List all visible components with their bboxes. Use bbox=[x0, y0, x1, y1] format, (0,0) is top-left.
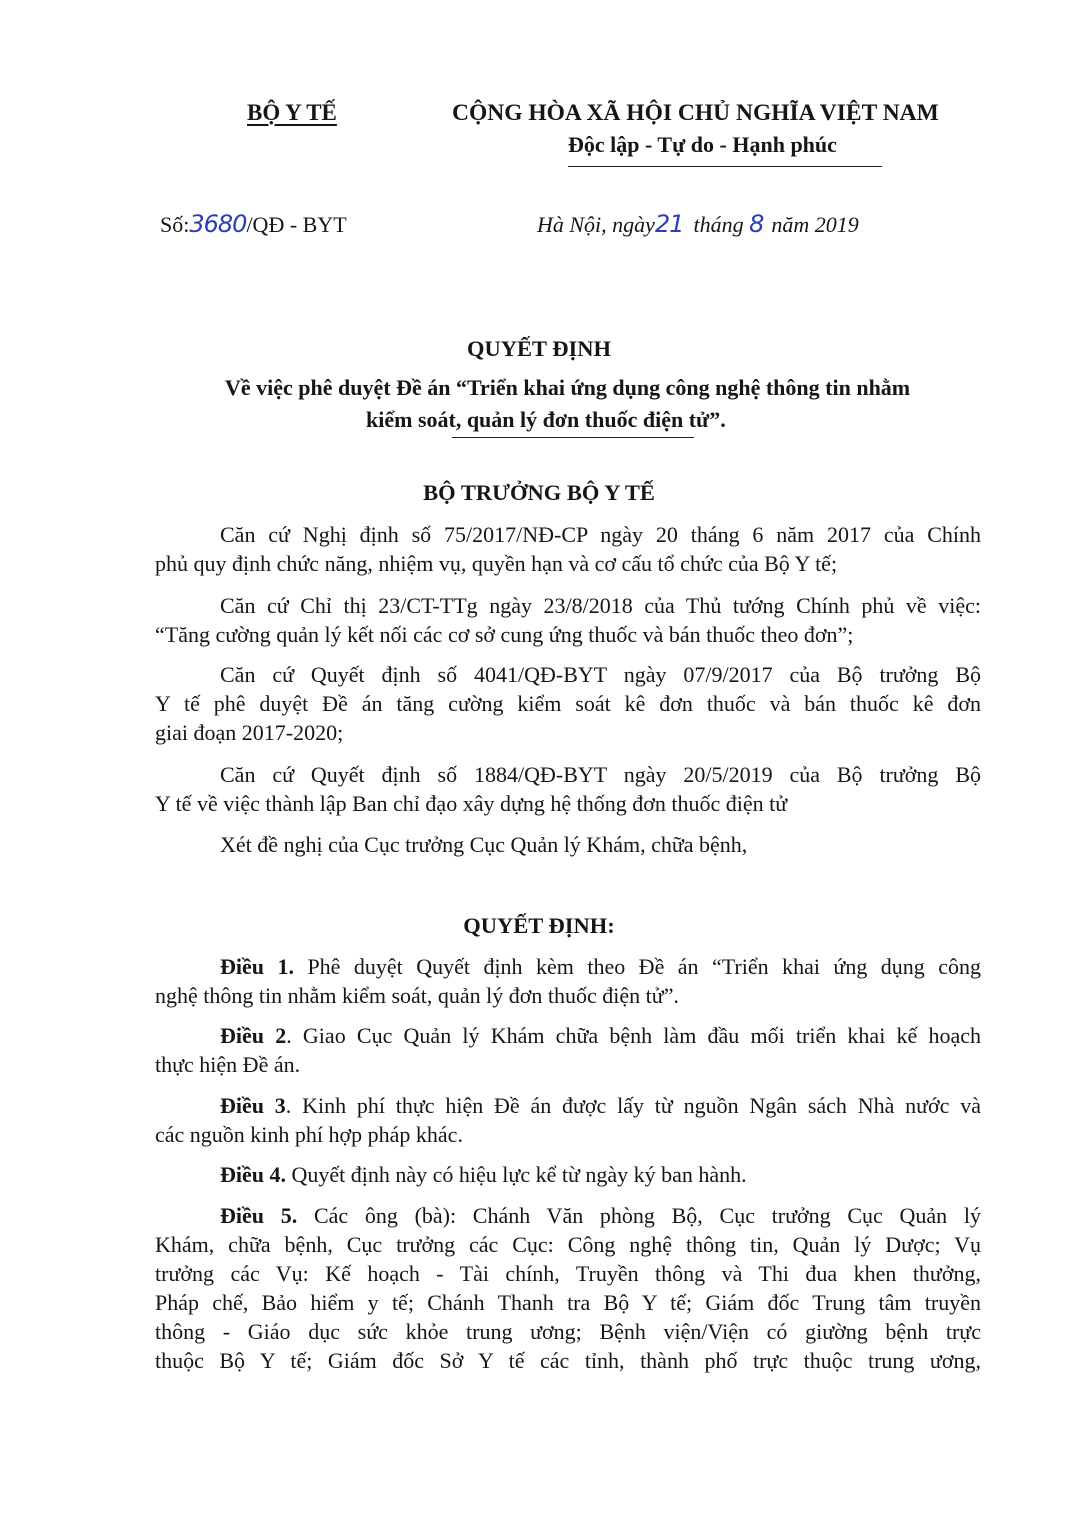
motto-underline bbox=[568, 166, 882, 167]
preamble-4-line-2: Y tế về việc thành lập Ban chỉ đạo xây dựng hệ thống đơn thuốc điện tử bbox=[155, 791, 788, 816]
article-5-line-5: thông - Giáo dục sức khỏe trung ương; Bệnh viện/Viện có giường bệnh trực bbox=[155, 1319, 981, 1344]
subject-line-2: kiểm soát, quản lý đơn thuốc điện tử”. bbox=[366, 407, 726, 432]
document-number bbox=[160, 210, 347, 238]
article-2-line-2: thực hiện Đề án. bbox=[155, 1052, 301, 1077]
article-4-line-1: Điều 4. Quyết định này có hiệu lực kể từ ngày ký ban hành. bbox=[220, 1162, 747, 1187]
preamble-2-line-1: Căn cứ Chỉ thị 23/CT-TTg ngày 23/8/2018 của Thủ tướng Chính phủ về việc: bbox=[220, 593, 981, 618]
month-label: tháng bbox=[693, 212, 744, 237]
preamble-5-line-1: Xét đề nghị của Cục trưởng Cục Quản lý Khám, chữa bệnh, bbox=[220, 832, 748, 857]
article-5-line-2: Khám, chữa bệnh, Cục trưởng các Cục: Công nghệ thông tin, Quản lý Dược; Vụ bbox=[155, 1232, 981, 1257]
handwritten-day: 21 bbox=[654, 210, 684, 238]
article-5-line-1: Điều 5. Các ông (bà): Chánh Văn phòng Bộ, Cục trưởng Cục Quản lý bbox=[220, 1203, 982, 1228]
preamble-3-line-2: Y tế phê duyệt Đề án tăng cường kiểm soát kê đơn thuốc và bán thuốc kê đơn bbox=[155, 691, 981, 716]
doc-number-suffix: /QĐ - BYT bbox=[246, 212, 347, 237]
national-title: CỘNG HÒA XÃ HỘI CHỦ NGHĨA VIỆT NAM bbox=[452, 100, 939, 126]
preamble-4-line-1: Căn cứ Quyết định số 1884/QĐ-BYT ngày 20/5/2019 của Bộ trưởng Bộ bbox=[220, 762, 981, 787]
place-prefix: Hà Nội, ngày bbox=[537, 212, 655, 237]
preamble-1-line-1: Căn cứ Nghị định số 75/2017/NĐ-CP ngày 20 tháng 6 năm 2017 của Chính bbox=[220, 522, 981, 547]
article-2-line-1: Điều 2. Giao Cục Quản lý Khám chữa bệnh làm đầu mối triển khai kế hoạch bbox=[220, 1023, 982, 1048]
preamble-3-line-1: Căn cứ Quyết định số 4041/QĐ-BYT ngày 07/9/2017 của Bộ trưởng Bộ bbox=[220, 662, 981, 687]
article-5-line-3: trưởng các Vụ: Kế hoạch - Tài chính, Truyền thông và Thi đua khen thưởng, bbox=[155, 1261, 981, 1286]
article-4-label: Điều 4. bbox=[220, 1162, 286, 1187]
article-1-label: Điều 1. bbox=[220, 954, 294, 979]
article-5-line-6: thuộc Bộ Y tế; Giám đốc Sở Y tế các tỉnh, thành phố trực thuộc trung ương, bbox=[155, 1348, 981, 1373]
preamble-3-line-3: giai đoạn 2017-2020; bbox=[155, 720, 344, 745]
year-label: năm 2019 bbox=[771, 212, 859, 237]
handwritten-doc-number: 3680 bbox=[189, 210, 247, 238]
article-5-label: Điều 5. bbox=[220, 1203, 298, 1228]
article-3-label: Điều 3 bbox=[220, 1093, 286, 1118]
document-title: QUYẾT ĐỊNH bbox=[467, 336, 611, 361]
doc-number-prefix: Số: bbox=[160, 212, 190, 237]
decision-heading: QUYẾT ĐỊNH: bbox=[463, 913, 615, 938]
article-5-line-4: Pháp chế, Bảo hiểm y tế; Chánh Thanh tra Bộ Y tế; Giám đốc Trung tâm truyền bbox=[155, 1290, 981, 1315]
article-1-line-1: Điều 1. Phê duyệt Quyết định kèm theo Đề án “Triển khai ứng dụng công bbox=[220, 954, 982, 979]
ministry-name: BỘ Y TẾ bbox=[247, 100, 337, 125]
place-and-date bbox=[537, 210, 859, 238]
subject-underline bbox=[452, 437, 694, 438]
preamble-1-line-2: phủ quy định chức năng, nhiệm vụ, quyền hạn và cơ cấu tổ chức của Bộ Y tế; bbox=[155, 551, 838, 576]
subject-line-1: Về việc phê duyệt Đề án “Triển khai ứng dụng công nghệ thông tin nhằm bbox=[225, 375, 911, 400]
article-2-label: Điều 2 bbox=[220, 1023, 287, 1048]
preamble-2-line-2: “Tăng cường quản lý kết nối các cơ sở cung ứng thuốc và bán thuốc theo đơn”; bbox=[155, 622, 854, 647]
article-3-line-1: Điều 3. Kinh phí thực hiện Đề án được lấy từ nguồn Ngân sách Nhà nước và bbox=[220, 1093, 981, 1118]
handwritten-month: 8 bbox=[749, 210, 764, 238]
authority-heading: BỘ TRƯỞNG BỘ Y TẾ bbox=[423, 480, 655, 505]
article-1-line-2: nghệ thông tin nhằm kiểm soát, quản lý đơn thuốc điện tử”. bbox=[155, 983, 679, 1008]
national-motto: Độc lập - Tự do - Hạnh phúc bbox=[568, 132, 837, 157]
article-3-line-2: các nguồn kinh phí hợp pháp khác. bbox=[155, 1122, 463, 1147]
